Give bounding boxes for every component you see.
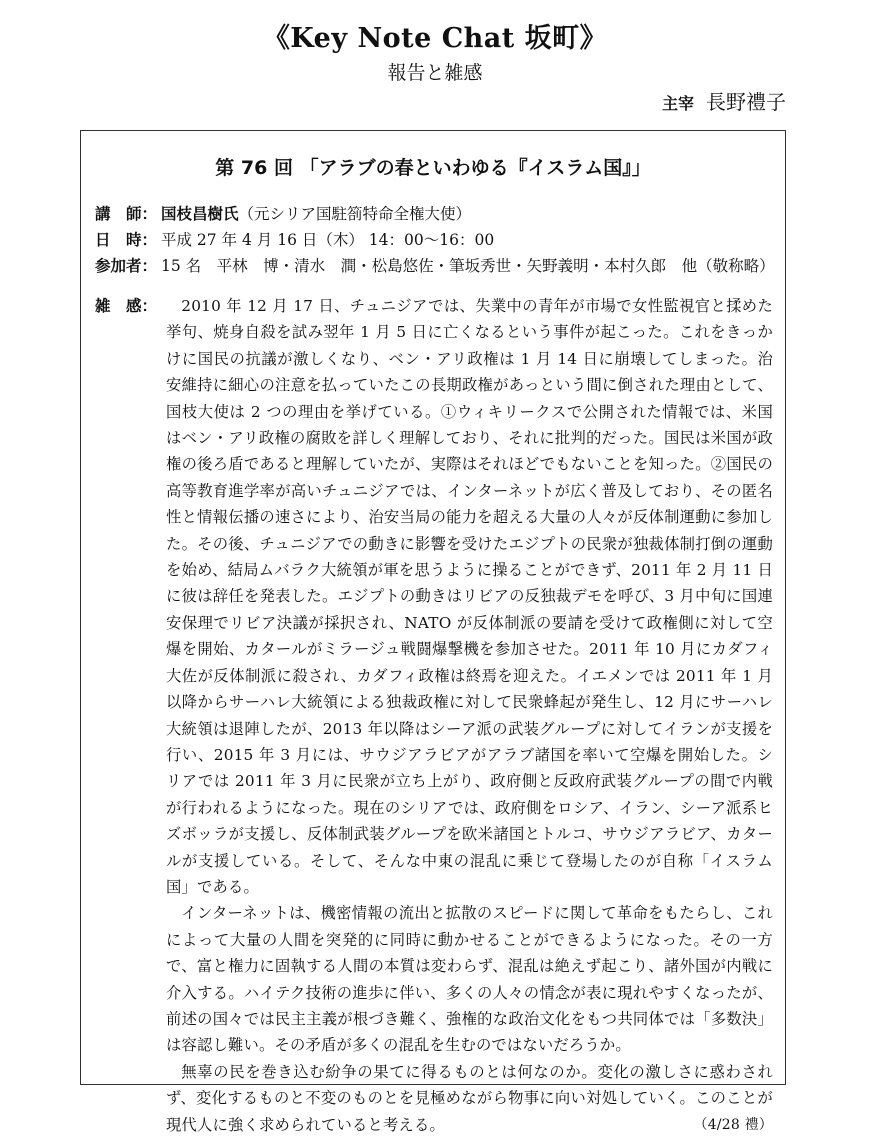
participants-value: 15 名 平林 博・清水 澗・松島悠佐・筆坂秀世・矢野義明・本村久郎 他（敬称略） bbox=[161, 257, 775, 275]
signature: （4/28 禮） bbox=[693, 1117, 773, 1133]
speaker-title: （元シリア国駐箚特命全権大使） bbox=[238, 205, 472, 223]
page-subtitle: 報告と雑感 bbox=[387, 62, 483, 84]
speaker-row bbox=[95, 201, 775, 227]
date-label: 日 時： bbox=[95, 231, 158, 249]
impressions-paragraph: インターネットは、機密情報の流出と拡散のスピードに関して革命をもたらし、これによって大量の人間を突発的に同時に動かせることができるようになった。その一方で、富と権力に固執する人間の本質は変わらず、混乱は絶えず起こり、諸外国が内戦に介入する。ハイテク技術の進歩に伴い、多くの人々の情念が表に現れやすくなったが、前述の国々では民主主義が根づき難く、強権的な政治文化をもつ共同体では「多数決」は容認し難い。その矛盾が多くの混乱を生むのではないだろうか。 bbox=[166, 904, 773, 1055]
lecture-title: 第 76 回 「アラブの春といわゆる『イスラム国』」 bbox=[215, 157, 651, 179]
lecture-info bbox=[95, 201, 775, 279]
impressions-paragraph: 無辜の民を巻き込む紛争の果てに得るものとは何なのか。変化の激しさに惑わされず、変化するものと不変のものとを見極めながら物事に向い対処していく。このことが現代人に強く求められていると考える。 bbox=[166, 1062, 773, 1134]
impressions-label: 雑 感： bbox=[95, 297, 158, 315]
participants-label: 参加者： bbox=[95, 257, 158, 275]
speaker-name: 国枝昌樹氏 bbox=[161, 205, 239, 223]
page-title: 《Key Note Chat 坂町》 bbox=[262, 23, 608, 54]
date-value: 平成 27 年 4 月 16 日（木） 14：00〜16：00 bbox=[161, 231, 495, 249]
impressions-paragraph: 2010 年 12 月 17 日、チュニジアでは、失業中の青年が市場で女性監視官と揉めた挙句、焼身自殺を試み翌年 1 月 5 日に亡くなるという事件が起こった。これをきっかけに国民の抗議が激しくなり、ベン・アリ政権は 1 月 14 日に崩壊してしまった。治安維持に細心の注意を払っていたこの長期政権があっという間に倒された理由として、国枝大使は 2 つの理由を挙げている。①ウィキリークスで公開された情報では、米国はベン・アリ政権の腐敗を詳しく理解しており、それに批判的だった。国民は米国が政権の後ろ盾であると理解していたが、実際はそれほどでもないことを知った。②国民の高等教育進学率が高いチュニジアでは、インターネットが広く普及しており、その匿名性と情報伝播の速さにより、治安当局の能力を超える大量の人々が反体制運動に参加した。その後、チュニジアでの動きに影響を受けたエジプトの民衆が独裁体制打倒の運動を始め、結局ムバラク大統領が軍を思うように操ることができず、2011 年 2 月 11 日に彼は辞任を発表した。エジプトの動きはリビアの反独裁デモを呼び、3 月中旬に国連安保理でリビア決議が採択され、NATO が反体制派の要請を受けて政権側に対して空爆を開始、カタールがミラージュ戦闘爆撃機を参加させた。2011 年 10 月にカダフィ大佐が反体制派に殺され、カダフィ政権は終焉を迎えた。イエメンでは 2011 年 1 月以降からサーハレ大統領による独裁政権に対して民衆蜂起が発生し、12 月にサーハレ大統領は退陣したが、2013 年以降はシーア派の武装グループに対してイランが支援を行い、2015 年 3 月には、サウジアラビアがアラブ諸国を率いて空爆を開始した。シリアでは 2011 年 3 月に民衆が立ち上がり、政府側と反政府武装グループの間で内戦が行われるようになった。現在のシリアでは、政府側をロシア、イラン、シーア派系ヒズボッラが支援し、反体制武装グループを欧米諸国とトルコ、サウジアラビア、カタールが支援している。そして、そんな中東の混乱に乗じて登場したのが自称「イスラム国」である。 bbox=[166, 297, 773, 896]
organizer-name: 長野禮子 bbox=[706, 90, 786, 114]
date-row bbox=[95, 227, 775, 253]
impressions-body bbox=[166, 293, 773, 1138]
report-box bbox=[80, 130, 786, 1134]
organizer bbox=[662, 86, 786, 115]
organizer-role: 主宰 bbox=[661, 94, 694, 113]
speaker-label: 講 師： bbox=[95, 205, 158, 223]
participants-row bbox=[95, 253, 775, 279]
